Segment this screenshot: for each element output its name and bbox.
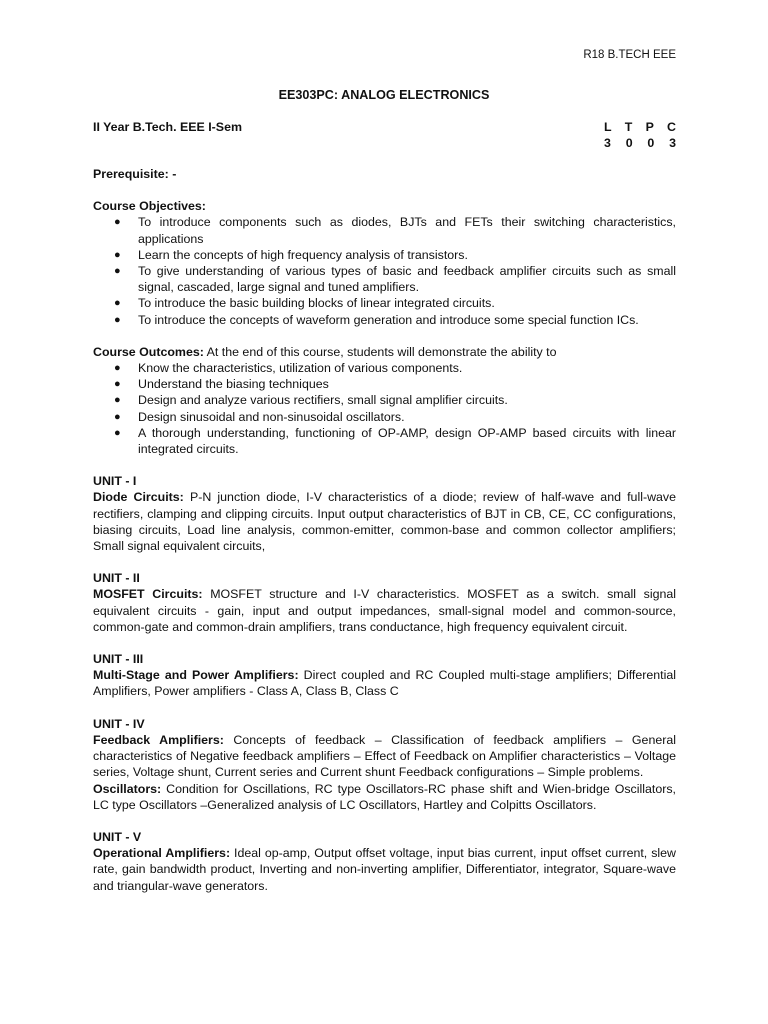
bullet-icon: ● <box>114 362 121 375</box>
ltpc-label-l: L <box>604 120 612 134</box>
objective-item: ● To give understanding of various types of basic and feedback amplifier circuits such as small signal, cascaded, large signal and tuned amplifiers. <box>114 264 676 295</box>
outcomes-list <box>93 360 676 457</box>
bullet-icon: ● <box>114 297 121 310</box>
bullet-icon: ● <box>114 216 121 229</box>
ltpc-label-c: C <box>667 120 676 134</box>
program-label: R18 B.TECH EEE <box>583 49 676 61</box>
objectives-heading: Course Objectives: <box>93 199 206 214</box>
course-title: EE303PC: ANALOG ELECTRONICS <box>278 88 490 102</box>
ltpc-value-l: 3 <box>604 136 611 150</box>
objective-item: ● To introduce the basic building blocks of linear integrated circuits. <box>114 296 495 311</box>
bullet-icon: ● <box>114 265 121 278</box>
bullet-icon: ● <box>114 313 121 326</box>
bullet-icon: ● <box>114 248 121 261</box>
unit-heading: UNIT - I <box>93 474 137 489</box>
prerequisite-label: Prerequisite: - <box>93 167 177 181</box>
unit-paragraph: Oscillators: Condition for Oscillations, RC type Oscillators-RC phase shift and Wien-bridge Oscillators, LC type Oscillators –Generalized analysis of LC Oscillators, Hartley and Colpitts Oscillators. <box>93 781 676 812</box>
objective-item: ● Learn the concepts of high frequency analysis of transistors. <box>114 247 468 262</box>
ltpc-value-t: 0 <box>625 136 633 150</box>
objective-item: ● To introduce components such as diodes, BJTs and FETs their switching characteristics, applications <box>114 215 676 246</box>
outcome-item: ● Design sinusoidal and non-sinusoidal oscillators. <box>114 409 405 424</box>
unit-paragraph: Operational Amplifiers: Ideal op-amp, Output offset voltage, input bias current, input offset current, slew rate, gain bandwidth product, Inverting and non-inverting amplifier, Differentiator, integrator, Square-wave and triangular-wave generators. <box>93 846 676 893</box>
bullet-icon: ● <box>114 426 121 439</box>
syllabus-content <box>93 166 676 894</box>
outcome-item: ● A thorough understanding, functioning of OP-AMP, design OP-AMP based circuits with linear integrated circuits. <box>114 425 676 457</box>
ltpc-label-t: T <box>624 120 633 134</box>
ltpc-label-p: P <box>645 120 654 134</box>
unit-heading: UNIT - IV <box>93 716 145 731</box>
outcomes-heading: Course Outcomes: <box>93 344 204 359</box>
unit-paragraph: MOSFET Circuits: MOSFET structure and I-V characteristics. MOSFET as a switch. small signal equivalent circuits - gain, input and output impedances, small-signal model and common-source, common-gate and common-drain amplifiers, trans conductance, high frequency equivalent circuit. <box>93 587 677 634</box>
outcomes-intro: Course Outcomes: At the end of this course, students will demonstrate the ability to <box>93 344 557 359</box>
outcome-item: ● Understand the biasing techniques <box>114 377 329 392</box>
year-semester: II Year B.Tech. EEE I-Sem <box>93 120 242 134</box>
unit-heading: UNIT - III <box>93 652 144 667</box>
ltpc-values-row <box>604 135 676 151</box>
ltpc-value-p: 0 <box>647 136 655 150</box>
bullet-icon: ● <box>114 394 121 407</box>
outcome-item: ● Know the characteristics, utilization of various components. <box>114 361 463 376</box>
ltpc-table <box>604 119 676 151</box>
objectives-list <box>93 214 676 327</box>
ltpc-labels-row <box>604 119 676 135</box>
unit-paragraph: Diode Circuits: P-N junction diode, I-V characteristics of a diode; review of half-wave and full-wave rectifiers, clamping and clipping circuits. Input output characteristics of BJT in CB, CE, CC configurations, biasing circuits, Load line analysis, common-emitter, common-base and common collector amplifiers; Small signal equivalent circuits, <box>93 490 676 554</box>
outcome-item: ● Design and analyze various rectifiers, small signal amplifier circuits. <box>114 393 508 408</box>
objective-item: ● To introduce the concepts of waveform generation and introduce some special function ICs. <box>114 312 639 327</box>
unit-paragraph: Multi-Stage and Power Amplifiers: Direct coupled and RC Coupled multi-stage amplifiers; Differential Amplifiers, Power amplifiers - Class A, Class B, Class C <box>93 668 676 699</box>
unit-heading: UNIT - V <box>93 829 142 844</box>
unit-heading: UNIT - II <box>93 571 140 586</box>
ltpc-value-c: 3 <box>669 136 676 150</box>
bullet-icon: ● <box>114 410 121 423</box>
bullet-icon: ● <box>114 378 121 391</box>
unit-paragraph: Feedback Amplifiers: Concepts of feedback – Classification of feedback amplifiers – General characteristics of Negative feedback amplifiers – Effect of Feedback on Amplifier characteristics – Voltage series, Voltage shunt, Current series and Current shunt Feedback configurations – Simple problems. <box>93 732 676 780</box>
